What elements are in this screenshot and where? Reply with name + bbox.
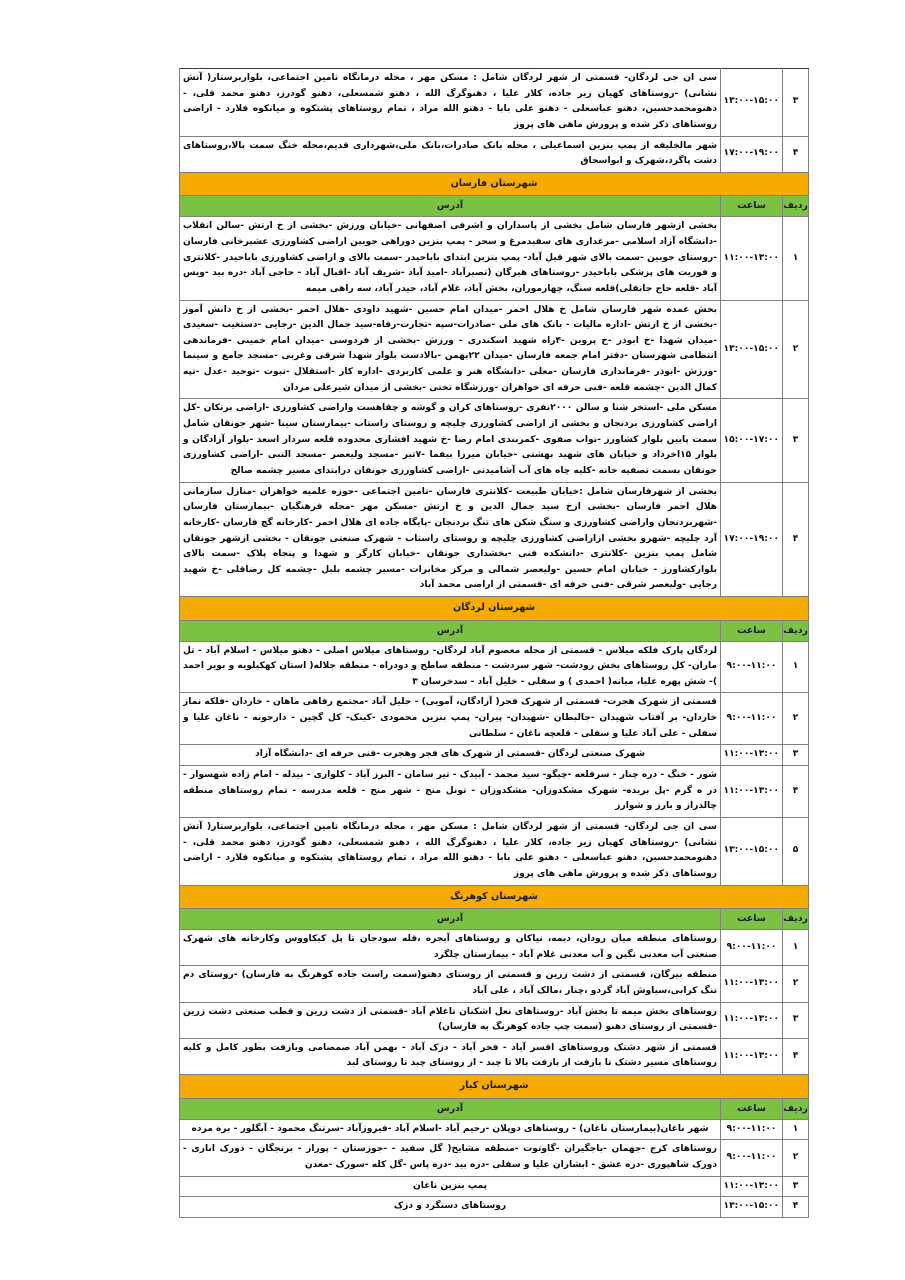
cell-row-number: ۱: [783, 1119, 809, 1140]
cell-address: شهرک صنعتی لردگان -قسمتی از شهرک های فجر وهجرت -فنی حرفه ای -دانشگاه آزاد: [180, 745, 721, 766]
table-row: [180, 766, 809, 818]
table-row: [180, 217, 809, 300]
table-body: [180, 69, 809, 1218]
cell-row-number: ۴: [783, 136, 809, 172]
cell-address: پمپ بنزین ناغان: [180, 1176, 721, 1197]
cell-row-number: ۵: [783, 817, 809, 885]
column-header-time: ساعت: [721, 196, 783, 217]
column-header-row: [180, 620, 809, 641]
column-header-address: آدرس: [180, 620, 721, 641]
table-row: [180, 1038, 809, 1074]
cell-row-number: ۳: [783, 399, 809, 482]
cell-row-number: ۲: [783, 693, 809, 745]
column-header-row-number: ردیف: [783, 196, 809, 217]
outage-schedule-table: [179, 68, 809, 1218]
cell-address: بخشی از شهرفارسان شامل :خیابان طبیعت -کلانتری فارسان -تامین اجتماعی -حوزه علمیه خواهران -منازل سازمانی هلال احمر فارسان -بخشی ازخ سید جمال الدین و خ ارتش -مسکن مهر -محله فرهنگیان -بیمارستان فارسان -شهربردنجان واراضی کشاورزی و سنگ شکن های تنگ بردنجان -پایگاه جاده ای هلال احمر -کارخانه گچ فارسان -کارخانه آرد چلیچه -شهرو بخشی ازاراضی کشاورزی چلیچه و روستای راستاب - شهرک صنعتی جونقان - بخشی ازشهر جونقان شامل پمپ بنزین -کلانتری -دانشکده فنی -بخشداری جونقان -خیابان کارگر و شهدا و پنجاه پلاک -سمت بالای بلوارکشاورز - خیابان امام حسین -ولیعصر شمالی و مرکز مخابرات -مسیر چشمه بلبل -چشمه کل رضاقلی -خ شهید رجایی -ولیعصر شرقی -فنی حرفه ای -قسمتی از اراضی محمد آباد: [180, 482, 721, 596]
cell-time-range: ۱۷:۰۰-۱۹:۰۰: [721, 482, 783, 596]
outage-schedule-table-container: [180, 68, 809, 1218]
cell-row-number: ۳: [783, 1002, 809, 1038]
column-header-address: آدرس: [180, 1098, 721, 1119]
cell-address: روستاهای دستگرد و دزک: [180, 1197, 721, 1218]
table-row: [180, 641, 809, 693]
cell-row-number: ۳: [783, 745, 809, 766]
cell-row-number: ۲: [783, 1140, 809, 1176]
table-row: [180, 69, 809, 137]
column-header-row: [180, 1098, 809, 1119]
cell-row-number: ۱: [783, 930, 809, 966]
cell-address: روستاهای منطقه میان رودان، دیمه، نیاکان و روستاهای آبجره ،قله سودجان تا پل کیکاووس وکارخانه های شهرک صنعتی آب معدنی نگین و آب معدنی غلام آباد - بیمارستان چلگرد: [180, 930, 721, 966]
cell-address: سی ان جی لردگان- قسمتی از شهر لردگان شامل : مسکن مهر ، محله درمانگاه تامین اجتماعی، بلواربرستار( آتش نشانی) -روستاهای کهیان زیر جاده، کلار علیا ، دهنوگرگ الله ، دهنو شمسعلی، دهنو گودرز، دهنو محمد قلی، - دهنومحمدحسین، دهنو عباسعلی - دهنو علی بابا - دهنو الله مراد ، تمام روستاهای پشتکوه و میانکوه فلارد - اراضی روستاهای ذکر شده و پرورش ماهی های پروز: [180, 69, 721, 137]
table-row: [180, 1119, 809, 1140]
cell-time-range: ۹:۰۰-۱۱:۰۰: [721, 1140, 783, 1176]
cell-row-number: ۴: [783, 482, 809, 596]
cell-address: شهر ناغان(بیمارستان ناغان) - روستاهای دوپلان -رحیم آباد -اسلام آباد -فیروزآباد -سرتنگ محمود - آبگلور - بره مرده: [180, 1119, 721, 1140]
cell-address: قسمتی از شهر دشتک وروستاهای اقسر آباد - فخر آباد - دزک آباد - بهمن آباد صمصامی وبازفت بطور کامل و کلیه روستاهای مسیر دشتک تا بازفت از بازفت بالا تا چبد - از روستای چبد تا روستای لبد: [180, 1038, 721, 1074]
cell-address: بخش عمده شهر فارسان شامل خ هلال احمر -میدان امام حسین -شهید داودی -هلال احمر -بخشی از خ دانش آموز -بخشی از خ ارتش -اداره مالیات - بانک های ملی -صادرات-سپه -تجارت-رفاه-سید جمال الدین -رجایی -دستغیب -سعیدی -میدان شهدا -خ ابوذر -خ پروین -۴راه شهید اسکندری - ورزش -بخشی از فردوسی -میدان امام خمینی -فرماندهی انتظامی شهرستان -دفتر امام جمعه فارسان -میدان ۲۲بهمن -بالادست بلوار شهدا شرقی وغربی -مسجد جامع و سینما -ورزش -ابوذر -فرمانداری فارسان -معلی -دانشگاه هنر و علمی کاربردی -اداره کار -استقلال -نبوت -توحید -عدل -تپه کمال الدین -چشمه قلعه -فنی حرفه ای خواهران -ورزشگاه تختی -بخشی از میدان شیرعلی مردان: [180, 300, 721, 399]
cell-address: روستاهای کرج -جهمان -باجگیران -گاوتوت -منطقه مشایخ( گل سفید - -جوزستان - پوراز - برنجگان - دورک اناری - دورک شاهپوری -دره عشق - ابشاران علیا و سفلی -دره بید -دره پاس -گل کله -سورک -معدن: [180, 1140, 721, 1176]
cell-time-range: ۱۳:۰۰-۱۵:۰۰: [721, 69, 783, 137]
cell-row-number: ۱: [783, 641, 809, 693]
cell-time-range: ۱۱:۰۰-۱۳:۰۰: [721, 1038, 783, 1074]
cell-time-range: ۱۱:۰۰-۱۳:۰۰: [721, 217, 783, 300]
cell-row-number: ۲: [783, 966, 809, 1002]
table-row: [180, 745, 809, 766]
cell-row-number: ۳: [783, 1176, 809, 1197]
cell-time-range: ۱۱:۰۰-۱۳:۰۰: [721, 966, 783, 1002]
cell-row-number: ۴: [783, 1038, 809, 1074]
cell-address: شور - خنگ - دره چنار - سرقلعه -چیگو- سید محمد - آبیدک - تیر سامان - البرز آباد - کلواری - بیدله - امام زاده شهسوار - در ه گرم -پل بریده- شهرک مشکدوزان- مشکدوزان - تونل منج - شهر منج - قلعه مدرسه - تمام روستاهای منطقه چالدراز و بارز و شوارز: [180, 766, 721, 818]
cell-time-range: ۹:۰۰-۱۱:۰۰: [721, 1119, 783, 1140]
cell-row-number: ۲: [783, 300, 809, 399]
column-header-row: [180, 196, 809, 217]
table-row: [180, 817, 809, 885]
column-header-time: ساعت: [721, 1098, 783, 1119]
cell-time-range: ۱۳:۰۰-۱۵:۰۰: [721, 817, 783, 885]
county-name: شهرستان فارسان: [180, 172, 809, 196]
cell-address: قسمتی از شهرک هجرت- قسمتی از شهرک فجر( آزادگان، آموبی) - جلیل آباد -مجتمع رفاهی ماهان - خاردان -فلکه نماز خاردان- بر آفتاب شهیدان -جالبطان -شهیدان- پیران- پمپ بنزین محمودی -کینک- کل گچین - دارجونه - ناغان علیا و سفلی - علی آباد علیا و سفلی - قلعچه ناغان - سلطانی: [180, 693, 721, 745]
column-header-address: آدرس: [180, 909, 721, 930]
column-header-row: [180, 909, 809, 930]
table-row: [180, 399, 809, 482]
county-name: شهرستان لردگان: [180, 597, 809, 621]
county-header-row: [180, 885, 809, 909]
column-header-row-number: ردیف: [783, 620, 809, 641]
table-row: [180, 1197, 809, 1218]
table-row: [180, 1002, 809, 1038]
cell-row-number: ۴: [783, 766, 809, 818]
cell-time-range: ۱۱:۰۰-۱۳:۰۰: [721, 766, 783, 818]
table-row: [180, 1176, 809, 1197]
cell-time-range: ۱۷:۰۰-۱۹:۰۰: [721, 136, 783, 172]
table-row: [180, 966, 809, 1002]
cell-time-range: ۹:۰۰-۱۱:۰۰: [721, 641, 783, 693]
table-row: [180, 482, 809, 596]
table-row: [180, 300, 809, 399]
column-header-row-number: ردیف: [783, 1098, 809, 1119]
table-row: [180, 1140, 809, 1176]
county-header-row: [180, 1075, 809, 1099]
county-header-row: [180, 597, 809, 621]
cell-time-range: ۱۵:۰۰-۱۷:۰۰: [721, 399, 783, 482]
cell-row-number: ۴: [783, 1197, 809, 1218]
column-header-time: ساعت: [721, 620, 783, 641]
county-header-row: [180, 172, 809, 196]
county-name: شهرستان کوهرنگ: [180, 885, 809, 909]
cell-time-range: ۱۱:۰۰-۱۳:۰۰: [721, 1002, 783, 1038]
table-row: [180, 930, 809, 966]
cell-address: مسکن ملی -استخر شنا و سالن ۲۰۰۰نفری -روستاهای کران و گوشه و چقاهست واراضی کشاورزی -اراضی برنکان -کل اراضی کشاورزی بردنجان و بخشی از اراضی کشاورزی چلیچه و روستای راستاب -بیمارستان سینا -شهر جونقان شامل سمت پایین بلوار کشاورز -نواب صفوی -کمربندی امام رضا -خ شهید افشاری محدوده قلعه سردار اسعد -بلوار آزادگان و بلوار ۱۵اخرداد و خیابان های شهید بهشتی -خیابان میرزا بیفما -۷تیر -مسجد ولیعصر -مسجد النبی -اراضی کشاورزی جونقان بسمت تصفیه خانه -کلیه چاه های آب آشامیدنی -اراضی کشاورزی جونقان درابتدای مسیر چشمه صالح: [180, 399, 721, 482]
cell-time-range: ۱۳:۰۰-۱۵:۰۰: [721, 1197, 783, 1218]
cell-row-number: ۳: [783, 69, 809, 137]
cell-address: بخشی ازشهر فارسان شامل بخشی از پاسداران و اشرفی اصفهانی -خیابان ورزش -بخشی از خ ارتش -سالن انقلاب -دانشگاه آزاد اسلامی -مرغداری های سفیدمرغ و سحر - پمپ بنزین دوراهی جوبین اراضی کشاورزی عشیرخانی فارسان -روستای جوبین -سمت بالای شهر قیل آباد- پمپ بنزین ابتدای باباحیدر -سمت بالای و اراضی کشاورزی باباحیدر -کلانتری و فوریت های پزشکی باباحیدر -روستاهای هیرگان (تصیرآباد -امید آباد -شریف آباد -اقبال آباد - حاجی آباد -دره بید -ویس آباد -قلعه حاج جانقلی)قلعه سنگ، چهارموران، بخش آباد، غلام آباد، حیدر آباد، سه راهی میمه: [180, 217, 721, 300]
column-header-row-number: ردیف: [783, 909, 809, 930]
cell-address: لردگان پارک فلکه میلاس - قسمتی از محله معصوم آباد لردگان- روستاهای میلاس اصلی - دهنو میلاس - اسلام آباد - تل ماران- کل روستاهای بخش رودشت- شهر سردشت - منطقه ساطح و دودراه - منطقه جلاله( استان کهکیلویه و بویر احمد )- شش پهره علیا، میانه( احمدی ) و سفلی - خلیل آباد - سدخرسان ۳: [180, 641, 721, 693]
table-row: [180, 136, 809, 172]
cell-time-range: ۹:۰۰-۱۱:۰۰: [721, 693, 783, 745]
cell-address: شهر مالخلیفه از پمپ بنزین اسماعیلی ، محله بانک صادرات،بانک ملی،شهرداری قدیم،محله خنگ سمت بالا،روستاهای دشت پاگرد،شهرک و ابواسحاق: [180, 136, 721, 172]
county-name: شهرستان کیار: [180, 1075, 809, 1099]
cell-time-range: ۱۳:۰۰-۱۵:۰۰: [721, 300, 783, 399]
cell-address: منطقه بیرگان، قسمتی از دشت زرین و قسمتی از روستای دهنو(سمت راست جاده کوهرنگ به فارسان) -روستای دم تنگ کرابی،سیاوش آباد گردو ،چنار ،مالک آباد ، علی آباد: [180, 966, 721, 1002]
cell-row-number: ۱: [783, 217, 809, 300]
cell-time-range: ۱۱:۰۰-۱۳:۰۰: [721, 1176, 783, 1197]
cell-time-range: ۹:۰۰-۱۱:۰۰: [721, 930, 783, 966]
cell-address: سی ان جی لردگان- قسمتی از شهر لردگان شامل : مسکن مهر ، محله درمانگاه تامین اجتماعی، بلواربرستار( آتش نشانی) -روستاهای کهیان زیر جاده، کلار علیا ، دهنوگرگ الله ، دهنو شمسعلی، دهنو گودرز، دهنو محمد قلی، - دهنومحمدحسین، دهنو عباسعلی - دهنو علی بابا - دهنو الله مراد ، تمام روستاهای پشتکوه و میانکوه فلارد - اراضی روستاهای ذکر شده و پرورش ماهی های پروز: [180, 817, 721, 885]
column-header-time: ساعت: [721, 909, 783, 930]
table-row: [180, 693, 809, 745]
cell-address: روستاهای بخش میمه تا بخش آباد -روستاهای نعل اشکنان تاغلام آباد -قسمتی از دشت زرین و قطب صنعتی دشت زرین -قسمتی از روستای دهنو (سمت چپ جاده کوهرنگ به فارسان): [180, 1002, 721, 1038]
cell-time-range: ۱۱:۰۰-۱۳:۰۰: [721, 745, 783, 766]
column-header-address: آدرس: [180, 196, 721, 217]
